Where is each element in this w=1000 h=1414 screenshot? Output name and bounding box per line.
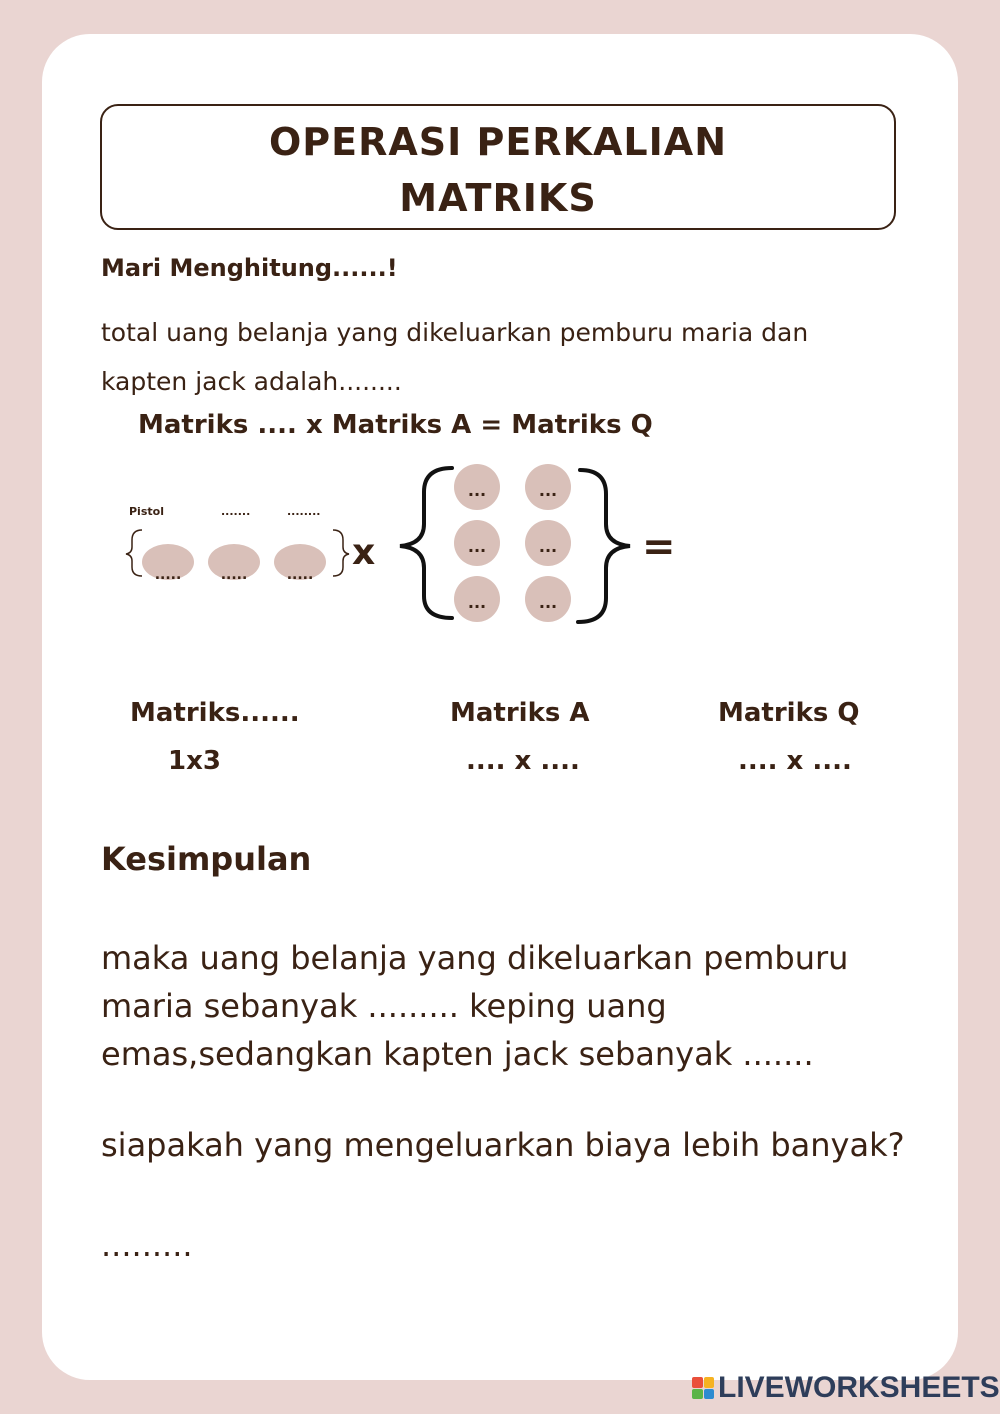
subheading: Mari Menghitung......! [101,254,398,282]
conclusion-text: maka uang belanja yang dikeluarkan pemburu maria sebanyak ......... keping uang emas,sedangkan kapten jack sebanyak ....... [101,939,849,1073]
row-left-brace [126,530,142,576]
matrix-1-name: Matriks...... [130,698,300,728]
matrix-a-cell-5: ... [467,593,487,612]
equation-text: Matriks .... x Matriks A = Matriks Q [138,410,653,440]
matrix-a-cell-4: ... [538,537,558,556]
matrix-q-name: Matriks Q [718,698,860,728]
row-header-2: ....... [221,505,251,518]
brand-text: LIVEWORKSHEETS [718,1371,1000,1404]
answer-field[interactable]: ......... [101,1226,193,1264]
conclusion-heading: Kesimpulan [101,840,312,878]
matrix-a-cell-6: ... [538,593,558,612]
row-header-3: ........ [287,505,321,518]
equals-sign: = [642,524,676,570]
row-cell-2: ..... [220,567,248,583]
matrix-a-right-brace [578,470,630,622]
row-cell-1: ..... [154,567,182,583]
matrix-a-cell-1: ... [467,481,487,500]
brand-logo-icon [692,1377,714,1399]
brand-watermark [692,1372,1000,1404]
intro-text: total uang belanja yang dikeluarkan pemburu maria dan kapten jack adalah........ [101,318,809,396]
times-sign: x [352,532,376,573]
title-line-2: MATRIKS [399,176,597,220]
question-text: siapakah yang mengeluarkan biaya lebih banyak? [101,1126,905,1164]
row-right-brace [333,530,349,576]
matrix-a-cell-3: ... [467,537,487,556]
matrix-1-dimension: 1x3 [168,746,221,776]
matrix-q-dimension[interactable]: .... x .... [738,746,852,776]
matrix-diagram [0,0,1000,680]
row-header-pistol: Pistol [129,505,164,518]
row-cell-3: ..... [286,567,314,583]
matrix-a-cell-2: ... [538,481,558,500]
matrix-a-name: Matriks A [450,698,590,728]
title-line-1: OPERASI PERKALIAN [268,120,727,164]
matrix-a-dimension[interactable]: .... x .... [466,746,580,776]
matrix-a-left-brace [400,468,452,618]
